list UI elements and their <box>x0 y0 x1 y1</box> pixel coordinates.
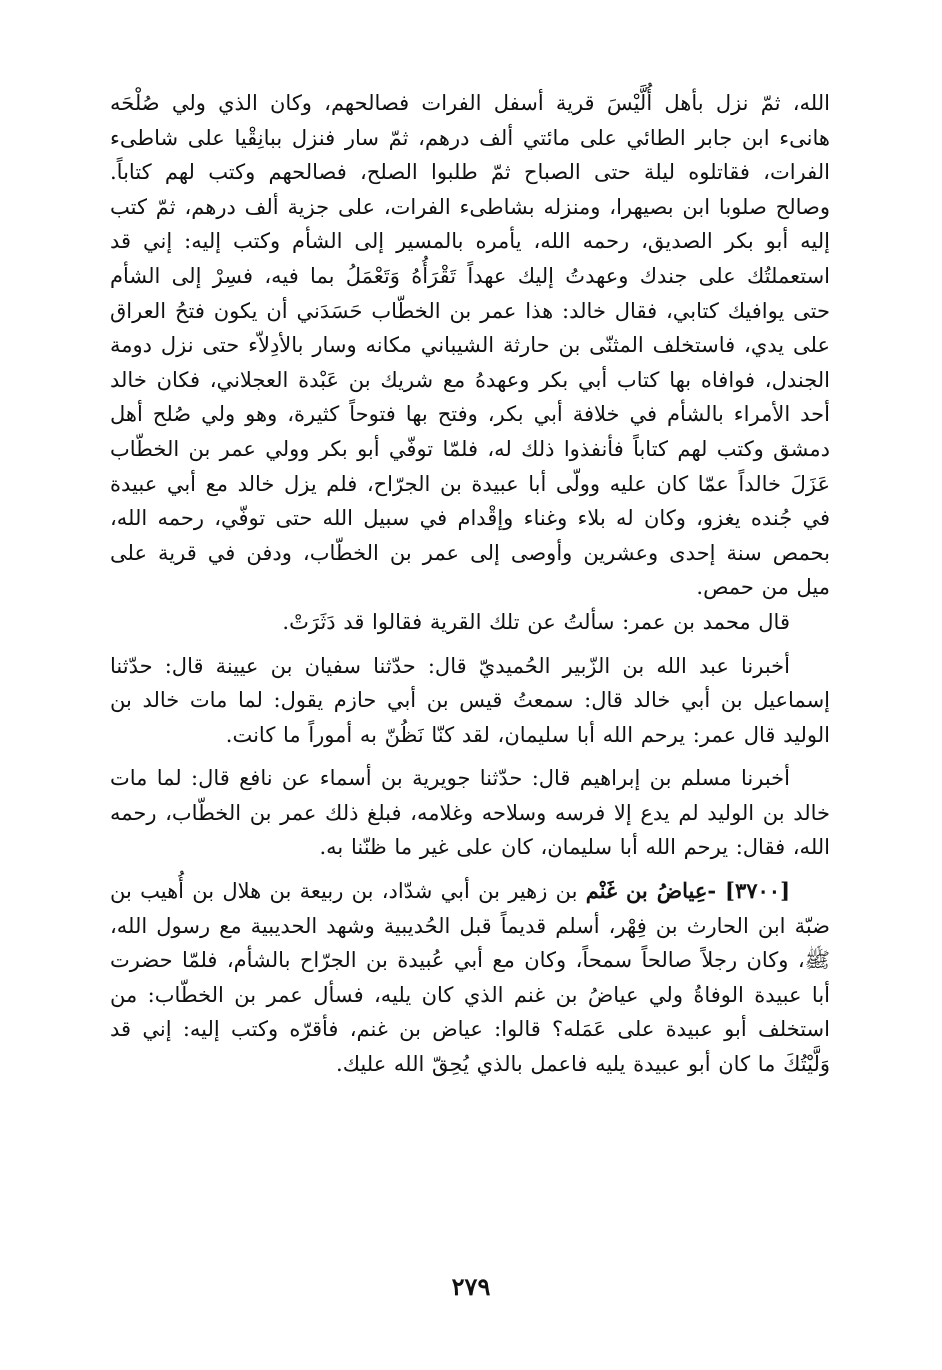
biography-entry-iyad <box>110 874 830 1082</box>
page-number: ٢٧٩ <box>451 1272 491 1301</box>
entry-number: [٣٧٠٠] - <box>707 878 790 904</box>
page-body <box>110 86 830 1082</box>
paragraph-humaidi-report: أخبرنا عبد الله بن الزّبير الحُميديّ قال: حدّثنا سفيان بن عيينة قال: حدّثنا إسماعيل بن أبي خالد قال: سمعتُ قيس بن أبي حازم يقول: لما مات خالد بن الوليد قال عمر: يرحم الله أبا سليمان، لقد كنّا نَظُنّ به أموراً ما كانت. <box>110 653 830 747</box>
paragraph-khalid-conquests: الله، ثمّ نزل بأهل أُلَّيْسَ قرية أسفل الفرات فصالحهم، وكان الذي ولي صُلْحَه هانىء ابن جابر الطائي على مائتي ألف درهم، ثمّ سار فنزل ببانِقْيا على شاطىء الفرات، فقاتلوه ليلة حتى الصباح ثمّ طلبوا الصلح، فصالحهم وكتب لهم كتاباً. وصالح صلوبا ابن بصيهرا، ومنزله بشاطىء الفرات، على جزية ألف درهم، ثمّ كتب إليه أبو بكر الصديق، رحمه الله، يأمره بالمسير إلى الشأم وكتب إليه: إني قد استعملتُك على جندك وعهدتُ إليك عهداً تَقْرَأُهُ وَتَعْمَلُ بما فيه، فسِرْ إلى الشأم حتى يوافيك كتابي، فقال خالد: هذا عمر بن الخطّاب حَسَدَني أن يكون فتحُ العراق على يدي، فاستخلف المثنّى بن حارثة الشيباني مكانه وسار بالأدِلاّء حتى نزل دومة الجندل، فوافاه بها كتاب أبي بكر وعهدهُ مع شريك بن عَبْدة العجلاني، فكان خالد أحد الأمراء بالشأم في خلافة أبي بكر، وفتح بها فتوحاً كثيرة، وهو ولي صُلح أهل دمشق وكتب لهم كتاباً فأنفذوا ذلك له، فلمّا توفّي أبو بكر وولي عمر بن الخطّاب عَزَلَ خالداً عمّا كان عليه وولّى أبا عبيدة بن الجرّاح، فلم يزل خالد مع أبي عبيدة في جُنده يغزو، وكان له بلاء وغناء وإقْدام في سبيل الله حتى توفّي، رحمه الله، بحمص سنة إحدى وعشرين وأوصى إلى عمر بن الخطّاب، ودفن في قرية على ميل من حمص. <box>110 91 831 600</box>
paragraph-village-note: قال محمد بن عمر: سألتُ عن تلك القرية فقالوا قد دَثَرَتْ. <box>282 609 790 634</box>
entry-name: عِياضُ بن غَنْم <box>585 878 708 904</box>
entry-text: بن زهير بن أبي شدّاد، بن ربيعة بن هلال بن أُهيب بن ضبّة ابن الحارث بن فِهْر، أسلم قديماً قبل الحُديبية وشهد الحديبية مع رسول الله، ﷺ، وكان رجلاً صالحاً سمحاً، وكان مع أبي عُبيدة بن الجرّاح بالشأم، فلمّا حضرت أبا عبيدة الوفاةُ ولي عياضُ بن غنم الذي كان يليه، فسأل عمر بن الخطّاب: من استخلف أبو عبيدة على عَمَله؟ قالوا: عياض بن غنم، فأقرّه وكتب إليه: إني قد وَلَّيْتُكَ ما كان أبو عبيدة يليه فاعمل بالذي يُحِقّ الله عليك. <box>110 879 830 1077</box>
paragraph-nafi-report: أخبرنا مسلم بن إبراهيم قال: حدّثنا جويرية بن أسماء عن نافع قال: لما مات خالد بن الوليد لم يدع إلا فرسه وسلاحه وغلامه، فبلغ ذلك عمر بن الخطّاب، رحمه الله، فقال: يرحم الله أبا سليمان، كان على غير ما ظنّنا به. <box>110 766 830 860</box>
